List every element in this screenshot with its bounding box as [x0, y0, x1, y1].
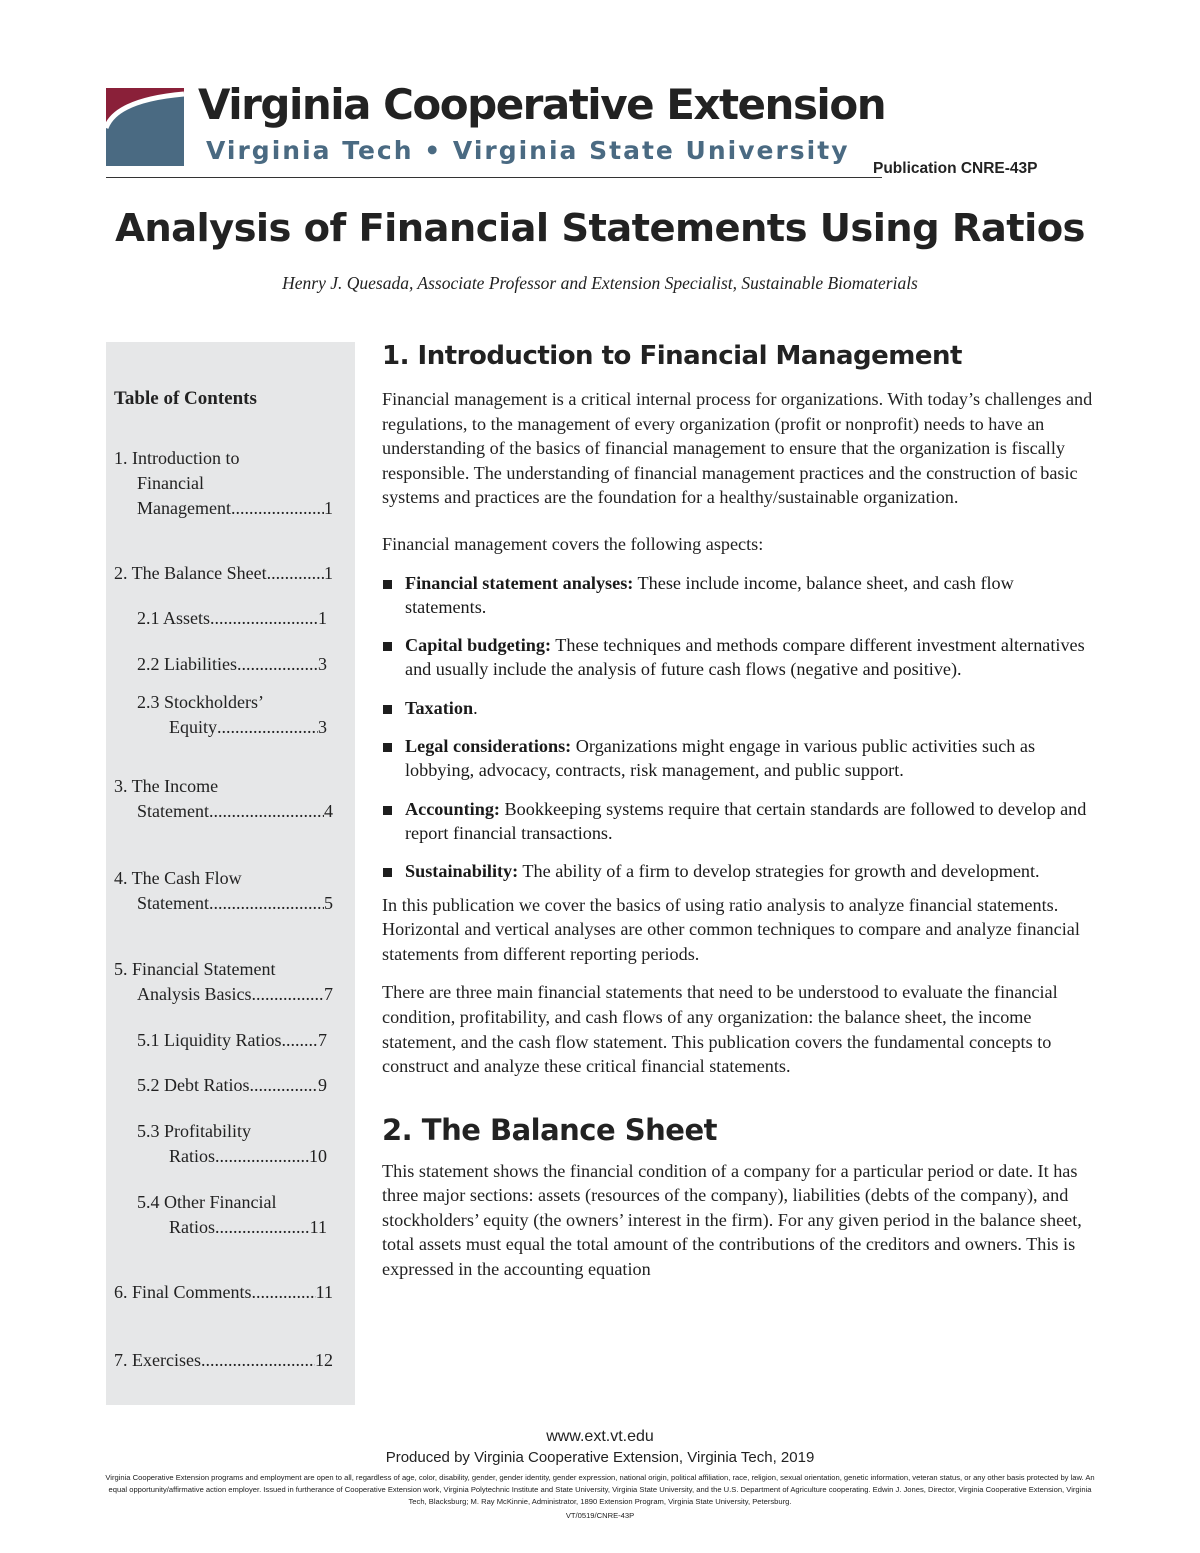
footer-produced-by: Produced by Virginia Cooperative Extension, Virginia Tech, 2019 [385, 1449, 815, 1466]
toc-entry-label: Ratios ..... 10 [137, 1144, 327, 1169]
bullet-square-icon [383, 580, 392, 589]
list-item-term: Taxation [405, 697, 474, 718]
toc-entry[interactable] [114, 957, 333, 1007]
bullet-square-icon [383, 642, 392, 651]
toc-entry[interactable] [114, 774, 333, 824]
document-title: Analysis of Financial Statements Using Ratios [115, 206, 1085, 251]
list-item [382, 571, 1094, 620]
toc-entry-label: 1. Introduction to [114, 448, 240, 468]
toc-entry[interactable] [137, 690, 327, 740]
toc-entry-label: Analysis Basics ..... 7 [114, 982, 333, 1007]
brand-subtitle: Virginia Tech • Virginia State University [206, 136, 850, 165]
bullet-square-icon [383, 806, 392, 815]
footer-publication-code: VT/0519/CNRE-43P [565, 1511, 635, 1520]
toc-entry-label: 2.3 Stockholders’ [137, 692, 264, 712]
toc-entry-label: Equity ..... 3 [137, 715, 327, 740]
toc-entry[interactable] [137, 1119, 327, 1169]
toc-entry[interactable] [114, 866, 333, 916]
main-content [382, 338, 1094, 1282]
paragraph: There are three main financial statements that need to be understood to evaluate the financial condition, profitability, and cash flows of any organization: the balance sheet, the income statement, and the cash flow statement. This publication covers the fundamental concepts to construct and analyze these critical financial statements. [382, 982, 1058, 1077]
list-item-text: Bookkeeping systems require that certain standards are followed to develop and report financial transactions. [405, 798, 1087, 843]
toc-entry-label: 5.4 Other Financial [137, 1192, 277, 1212]
toc-entry[interactable] [114, 561, 333, 586]
toc-entry[interactable] [137, 1190, 327, 1240]
aspects-list [382, 571, 1094, 884]
toc-entry-label: Management ..... 1 [114, 496, 333, 521]
toc-entry[interactable] [137, 652, 327, 677]
toc-entry[interactable] [137, 1028, 327, 1053]
paragraph: Financial management is a critical internal process for organizations. With today’s challenges and regulations, to the management of every organization (profit or nonprofit) needs to have an understanding of the basics of financial management to ensure that the organization is fiscally responsible. The understanding of financial management practices and the construction of basic systems and practices are the foundation for a healthy/sustainable organization. [382, 389, 1093, 508]
toc-entry-label: 5.3 Profitability [137, 1121, 251, 1141]
toc-entry[interactable] [114, 1348, 333, 1373]
toc-entry-label: Financial [137, 473, 204, 493]
toc-entry[interactable] [114, 1280, 333, 1305]
list-item [382, 797, 1094, 846]
publication-number: Publication CNRE-43P [873, 160, 1038, 177]
toc-heading: Table of Contents [114, 388, 257, 409]
toc-entry-label: 5. Financial Statement [114, 959, 276, 979]
toc-entry-label: 4. The Cash Flow [114, 868, 242, 888]
toc-entry-label: 2. The Balance Sheet ..... 1 [114, 561, 333, 586]
list-item [382, 696, 1094, 720]
section-heading-introduction: 1. Introduction to Financial Management [382, 341, 962, 371]
paragraph: Financial management covers the following aspects: [382, 533, 764, 554]
bullet-square-icon [383, 743, 392, 752]
toc-entry[interactable] [137, 606, 327, 631]
list-item-text: Organizations might engage in various public activities such as lobbying, advocacy, contracts, risk management, and public support. [405, 736, 1036, 781]
list-item-text: . [473, 697, 478, 718]
header-divider [106, 177, 882, 178]
toc-entry-label: Statement ..... 4 [114, 799, 333, 824]
list-item-term: Accounting: [405, 798, 500, 819]
paragraph: In this publication we cover the basics of using ratio analysis to analyze financial statements. Horizontal and vertical analyses are other common techniques to compare and analyze financial statements from different reporting periods. [382, 894, 1080, 964]
list-item-term: Financial statement analyses: [405, 572, 634, 593]
list-item-term: Sustainability: [405, 861, 519, 882]
paragraph: This statement shows the financial condition of a company for a particular period or date. It has three major sections: assets (resources of the company), liabilities (debts of the company), and stockholders’ equity (the owners’ interest in the firm). For any given period in the balance sheet, total assets must equal the total amount of the contributions of the creditors and owners. This is expressed in the accounting equation [382, 1160, 1082, 1280]
list-item-text: These include income, balance sheet, and cash flow statements. [405, 572, 1014, 617]
bullet-square-icon [383, 868, 392, 877]
bullet-square-icon [383, 705, 392, 714]
toc-entry-label: 6. Final Comments ..... 11 [114, 1280, 333, 1305]
toc-entry-label: Statement ..... 5 [114, 891, 333, 916]
toc-entry-label: 5.1 Liquidity Ratios ..... 7 [137, 1028, 327, 1053]
list-item-term: Capital budgeting: [405, 635, 552, 656]
toc-entry[interactable] [114, 446, 333, 521]
footer-legal-notice: Virginia Cooperative Extension programs and employment are open to all, regardless of age, color, disability, gender, gender identity, gender expression, national origin, political affiliation, race, religion, sexual orientation, genetic information, veteran status, or any other basis protected by law. An equal opportunity/affirmative action employer. Issued in furtherance of Cooperative Extension work, Virginia Polytechnic Institute and State University, Virginia State University, and the U.S. Department of Agriculture cooperating. Edwin J. Jones, Director, Virginia Cooperative Extension, Virginia Tech, Blacksburg; M. Ray McKinnie, Administrator, 1890 Extension Program, Virginia State University, Petersburg. [105, 1473, 1095, 1506]
section-heading-balance-sheet: 2. The Balance Sheet [382, 1112, 717, 1147]
toc-entry-label: Ratios ..... 11 [137, 1215, 327, 1240]
list-item [382, 633, 1094, 682]
toc-entry-label: 3. The Income [114, 776, 219, 796]
toc-entry-label: 2.1 Assets ..... 1 [137, 606, 327, 631]
toc-entry-label: 5.2 Debt Ratios ..... 9 [137, 1073, 327, 1098]
brand-title: Virginia Cooperative Extension [198, 80, 886, 129]
list-item-text: The ability of a firm to develop strategies for growth and development. [518, 861, 1040, 882]
list-item [382, 734, 1094, 783]
footer-url[interactable]: www.ext.vt.edu [546, 1428, 654, 1445]
vce-logo-icon [106, 88, 184, 166]
list-item-term: Legal considerations: [405, 736, 572, 757]
table-of-contents [106, 342, 355, 1405]
toc-entry[interactable] [137, 1073, 327, 1098]
toc-entry-label: 2.2 Liabilities ..... 3 [137, 652, 327, 677]
toc-entry-label: 7. Exercises ..... 12 [114, 1348, 333, 1373]
document-author: Henry J. Quesada, Associate Professor and Extension Specialist, Sustainable Biomaterials [282, 273, 918, 293]
list-item [382, 859, 1094, 883]
list-item-text: These techniques and methods compare different investment alternatives and usually include the analysis of future cash flows (negative and positive). [405, 635, 1085, 680]
